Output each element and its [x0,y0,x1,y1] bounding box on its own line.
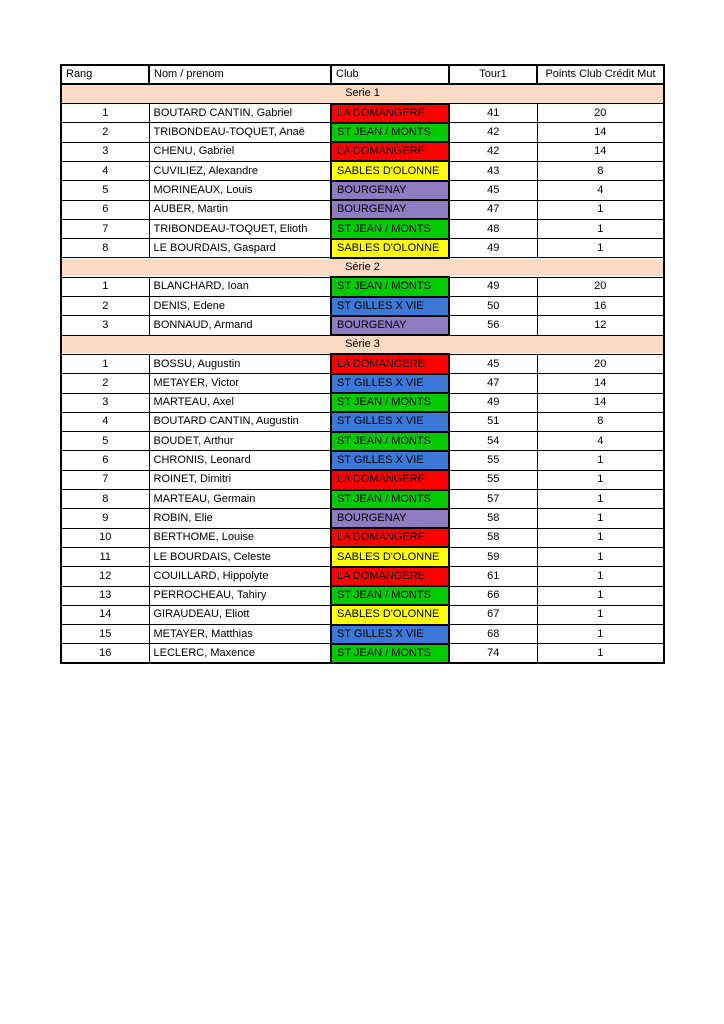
points-cell: 20 [537,277,664,296]
tour-cell: 58 [449,528,537,547]
rang-cell: 14 [61,605,149,624]
tour-cell: 45 [449,181,537,200]
name-cell: LECLERC, Maxence [149,644,331,663]
tour-cell: 66 [449,586,537,605]
table-header [61,65,664,84]
tour-cell: 55 [449,451,537,470]
table-row [61,297,664,316]
club-cell: LA DOMANGERE [331,354,449,373]
club-cell: ST JEAN / MONTS [331,277,449,296]
tour-cell: 59 [449,547,537,566]
club-cell: LA DOMANGERE [331,567,449,586]
rang-cell: 8 [61,239,149,258]
club-cell: SABLES D'OLONNE [331,161,449,180]
points-cell: 8 [537,412,664,431]
club-cell: LA DOMANGERE [331,142,449,161]
name-cell: CHRONIS, Leonard [149,451,331,470]
club-cell: SABLES D'OLONNE [331,605,449,624]
table-row [61,528,664,547]
club-cell: ST JEAN / MONTS [331,393,449,412]
name-cell: ROINET, Dimitri [149,470,331,489]
tour-cell: 68 [449,625,537,644]
club-cell: ST GILLES X VIE [331,297,449,316]
table-body [61,84,664,663]
club-cell: BOURGENAY [331,316,449,335]
tour-cell: 56 [449,316,537,335]
points-cell: 1 [537,509,664,528]
points-cell: 1 [537,200,664,219]
points-cell: 14 [537,142,664,161]
tour-cell: 74 [449,644,537,663]
name-cell: TRIBONDEAU-TOQUET, Anaë [149,123,331,142]
points-cell: 4 [537,181,664,200]
serie-title: Série 2 [61,258,664,277]
points-cell: 1 [537,470,664,489]
serie-header-row [61,335,664,354]
header-rang: Rang [61,65,149,84]
tour-cell: 42 [449,123,537,142]
tour-cell: 51 [449,412,537,431]
club-cell: ST JEAN / MONTS [331,432,449,451]
name-cell: BOUTARD CANTIN, Gabriel [149,104,331,123]
club-cell: ST JEAN / MONTS [331,586,449,605]
tour-cell: 57 [449,490,537,509]
rang-cell: 2 [61,123,149,142]
club-cell: ST JEAN / MONTS [331,123,449,142]
name-cell: GIRAUDEAU, Eliott [149,605,331,624]
tour-cell: 67 [449,605,537,624]
tour-cell: 47 [449,200,537,219]
tour-cell: 58 [449,509,537,528]
points-cell: 20 [537,104,664,123]
name-cell: METAYER, Matthias [149,625,331,644]
name-cell: BONNAUD, Armand [149,316,331,335]
name-cell: CUVILIEZ, Alexandre [149,161,331,180]
tour-cell: 41 [449,104,537,123]
tour-cell: 55 [449,470,537,489]
rang-cell: 15 [61,625,149,644]
club-cell: ST GILLES X VIE [331,451,449,470]
name-cell: MARTEAU, Axel [149,393,331,412]
table-row [61,161,664,180]
rang-cell: 8 [61,490,149,509]
tour-cell: 49 [449,277,537,296]
points-cell: 1 [537,625,664,644]
results-table [60,64,665,664]
table-row [61,374,664,393]
points-cell: 16 [537,297,664,316]
tour-cell: 61 [449,567,537,586]
rang-cell: 6 [61,451,149,470]
table-row [61,547,664,566]
points-cell: 1 [537,547,664,566]
club-cell: LA DOMANGERE [331,528,449,547]
name-cell: MORINEAUX, Louis [149,181,331,200]
name-cell: LE BOURDAIS, Gaspard [149,239,331,258]
name-cell: BOUTARD CANTIN, Augustin [149,412,331,431]
name-cell: DENIS, Edene [149,297,331,316]
table-row [61,605,664,624]
tour-cell: 45 [449,354,537,373]
table-row [61,509,664,528]
table-row [61,490,664,509]
name-cell: MARTEAU, Germain [149,490,331,509]
points-cell: 1 [537,605,664,624]
serie-title: Série 3 [61,335,664,354]
rang-cell: 2 [61,374,149,393]
serie-title: Serie 1 [61,84,664,103]
points-cell: 1 [537,644,664,663]
name-cell: TRIBONDEAU-TOQUET, Elioth [149,219,331,238]
points-cell: 1 [537,586,664,605]
points-cell: 14 [537,374,664,393]
club-cell: ST JEAN / MONTS [331,219,449,238]
club-cell: SABLES D'OLONNE [331,547,449,566]
serie-header-row [61,258,664,277]
points-cell: 1 [537,528,664,547]
tour-cell: 42 [449,142,537,161]
table-row [61,181,664,200]
serie-header-row [61,84,664,103]
name-cell: BERTHOME, Louise [149,528,331,547]
table-row [61,625,664,644]
name-cell: BLANCHARD, Ioan [149,277,331,296]
table-row [61,470,664,489]
club-cell: SABLES D'OLONNE [331,239,449,258]
table-row [61,277,664,296]
points-cell: 4 [537,432,664,451]
rang-cell: 3 [61,393,149,412]
rang-cell: 3 [61,316,149,335]
rang-cell: 1 [61,277,149,296]
club-cell: BOURGENAY [331,200,449,219]
table-row [61,219,664,238]
points-cell: 1 [537,239,664,258]
tour-cell: 50 [449,297,537,316]
points-cell: 1 [537,567,664,586]
points-cell: 14 [537,123,664,142]
rang-cell: 13 [61,586,149,605]
name-cell: COUILLARD, Hippolyte [149,567,331,586]
name-cell: ROBIN, Elie [149,509,331,528]
club-cell: ST JEAN / MONTS [331,644,449,663]
club-cell: BOURGENAY [331,509,449,528]
rang-cell: 7 [61,470,149,489]
table-row [61,239,664,258]
table-row [61,354,664,373]
name-cell: BOUDET, Arthur [149,432,331,451]
table-row [61,432,664,451]
club-cell: ST GILLES X VIE [331,374,449,393]
tour-cell: 54 [449,432,537,451]
header-row [61,65,664,84]
club-cell: ST GILLES X VIE [331,625,449,644]
tour-cell: 49 [449,393,537,412]
table-row [61,567,664,586]
table-row [61,586,664,605]
name-cell: METAYER, Victor [149,374,331,393]
rang-cell: 3 [61,142,149,161]
rang-cell: 4 [61,412,149,431]
header-points: Points Club Crédit Mut [537,65,664,84]
rang-cell: 5 [61,181,149,200]
rang-cell: 12 [61,567,149,586]
name-cell: LE BOURDAIS, Celeste [149,547,331,566]
table-row [61,200,664,219]
points-cell: 8 [537,161,664,180]
tour-cell: 47 [449,374,537,393]
rang-cell: 16 [61,644,149,663]
tour-cell: 48 [449,219,537,238]
points-cell: 1 [537,219,664,238]
club-cell: ST GILLES X VIE [331,412,449,431]
points-cell: 12 [537,316,664,335]
table-row [61,316,664,335]
rang-cell: 7 [61,219,149,238]
table-row [61,104,664,123]
name-cell: CHENU, Gabriel [149,142,331,161]
rang-cell: 11 [61,547,149,566]
rang-cell: 4 [61,161,149,180]
tour-cell: 49 [449,239,537,258]
points-cell: 20 [537,354,664,373]
rang-cell: 9 [61,509,149,528]
rang-cell: 6 [61,200,149,219]
table-row [61,142,664,161]
table-row [61,451,664,470]
club-cell: LA DOMANGERE [331,104,449,123]
rang-cell: 1 [61,104,149,123]
club-cell: LA DOMANGERE [331,470,449,489]
header-tour: Tour1 [449,65,537,84]
tour-cell: 43 [449,161,537,180]
rang-cell: 1 [61,354,149,373]
name-cell: BOSSU, Augustin [149,354,331,373]
header-nom: Nom / prenom [149,65,331,84]
points-cell: 14 [537,393,664,412]
rang-cell: 2 [61,297,149,316]
name-cell: AUBER, Martin [149,200,331,219]
table-row [61,393,664,412]
rang-cell: 10 [61,528,149,547]
rang-cell: 5 [61,432,149,451]
club-cell: ST JEAN / MONTS [331,490,449,509]
table-row [61,644,664,663]
table-row [61,123,664,142]
points-cell: 1 [537,490,664,509]
points-cell: 1 [537,451,664,470]
header-club: Club [331,65,449,84]
name-cell: PERROCHEAU, Tahiry [149,586,331,605]
club-cell: BOURGENAY [331,181,449,200]
table-row [61,412,664,431]
